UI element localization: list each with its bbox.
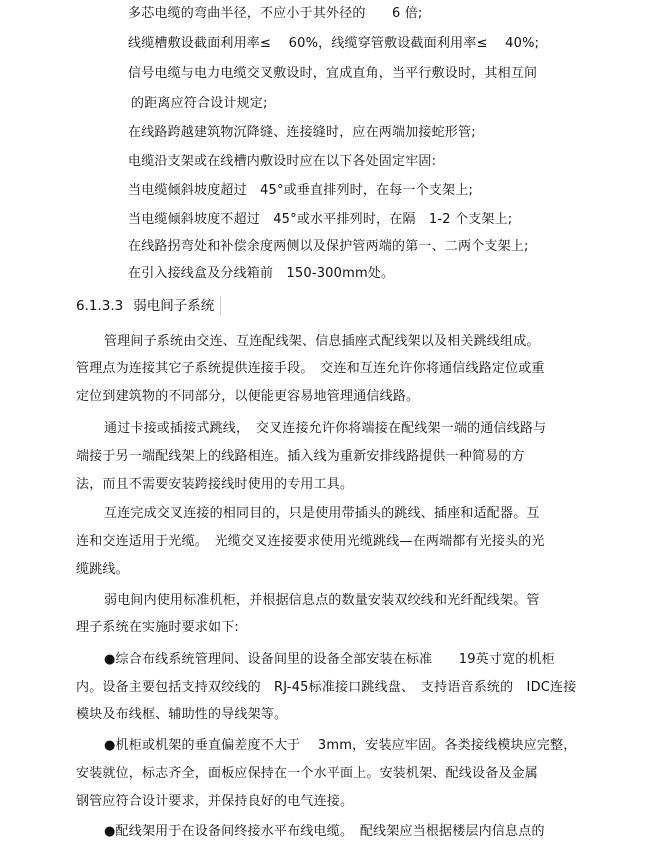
text-line: 缆跳线。	[76, 562, 129, 577]
text-line: 信号电缆与电力电缆交叉敷设时，宜成直角，当平行敷设时，其相互间	[128, 66, 538, 81]
text-line: 多芯电缆的弯曲半径，不应小于其外径的 6 倍;	[128, 6, 423, 21]
text-line: ●综合布线系统管理间、设备间里的设备全部安装在标准 19英寸宽的机柜	[104, 652, 555, 667]
text-line: 电缆沿支架或在线槽内敷设时应在以下各处固定牢固:	[128, 154, 437, 169]
text-line: 当电缆倾斜坡度不超过 45°或水平排列时，在隔 1-2 个支架上;	[128, 212, 513, 227]
text-line: 连和交连适用于光缆。 光缆交叉连接要求使用光缆跳线—在两端都有光接头的光	[76, 534, 545, 549]
text-line: 管理间子系统由交连、互连配线架、信息插座式配线架以及相关跳线组成。	[104, 334, 540, 349]
text-line: 通过卡接或插接式跳线， 交叉连接允许你将端接在配线架一端的通信线路与	[104, 421, 547, 436]
text-line: 在线路拐弯处和补偿余度两侧以及保护管两端的第一、二两个支架上;	[128, 239, 529, 254]
section-number: 6.1.3.3	[76, 298, 124, 314]
text-line: ●机柜或机架的垂直偏差度不大于 3mm，安装应牢固。各类接线模块应完整，	[104, 738, 577, 753]
text-line: 互连完成交叉连接的相同目的，只是使用带插头的跳线、插座和适配器。互	[104, 506, 540, 521]
text-line: 理子系统在实施时要求如下:	[76, 620, 239, 635]
text-line: 定位到建筑物的不同部分，以便能更容易地管理通信线路。	[76, 389, 420, 404]
text-line: 安装就位，标志齐全，面板应保持在一个水平面上。安装机架、配线设备及金属	[76, 766, 539, 781]
text-line: 端接于另一端配线架上的线路相连。插入线为重新安排线路提供一种简易的方	[76, 449, 525, 464]
text-line: 模块及布线框、辅助性的导线架等。	[76, 707, 288, 722]
text-line: 线缆槽敷设截面利用率≤ 60%，线缆穿管敷设截面利用率≤ 40%;	[128, 36, 540, 51]
text-line: 钢管应符合设计要求，并保持良好的电气连接。	[76, 794, 354, 809]
text-line: 管理点为连接其它子系统提供连接手段。 交连和互连允许你将通信线路定位或重	[76, 361, 545, 376]
text-line: 内。设备主要包括支持双绞线的 RJ-45标准接口跳线盘、 支持语音系统的 IDC连接	[76, 680, 577, 695]
text-line: ●配线架用于在设备间终接水平布线电缆。 配线架应当根据楼层内信息点的	[104, 824, 545, 839]
text-line: 法，而且不需要安装跨接线时使用的专用工具。	[76, 477, 354, 492]
text-line: 当电缆倾斜坡度超过 45°或垂直排列时，在每一个支架上;	[128, 183, 474, 198]
section-heading	[76, 296, 221, 316]
text-line: 的距离应符合设计规定;	[131, 96, 268, 111]
text-line: 在线路跨越建筑物沉降缝、连接缝时，应在两端加接蛇形管;	[128, 125, 476, 140]
text-line: 在引入接线盒及分线箱前 150-300mm处。	[128, 266, 395, 281]
text-line: 弱电间内使用标准机柜，并根据信息点的数量安装双绞线和光纤配线架。管	[104, 593, 540, 608]
section-title: 弱电间子系统	[133, 298, 215, 314]
